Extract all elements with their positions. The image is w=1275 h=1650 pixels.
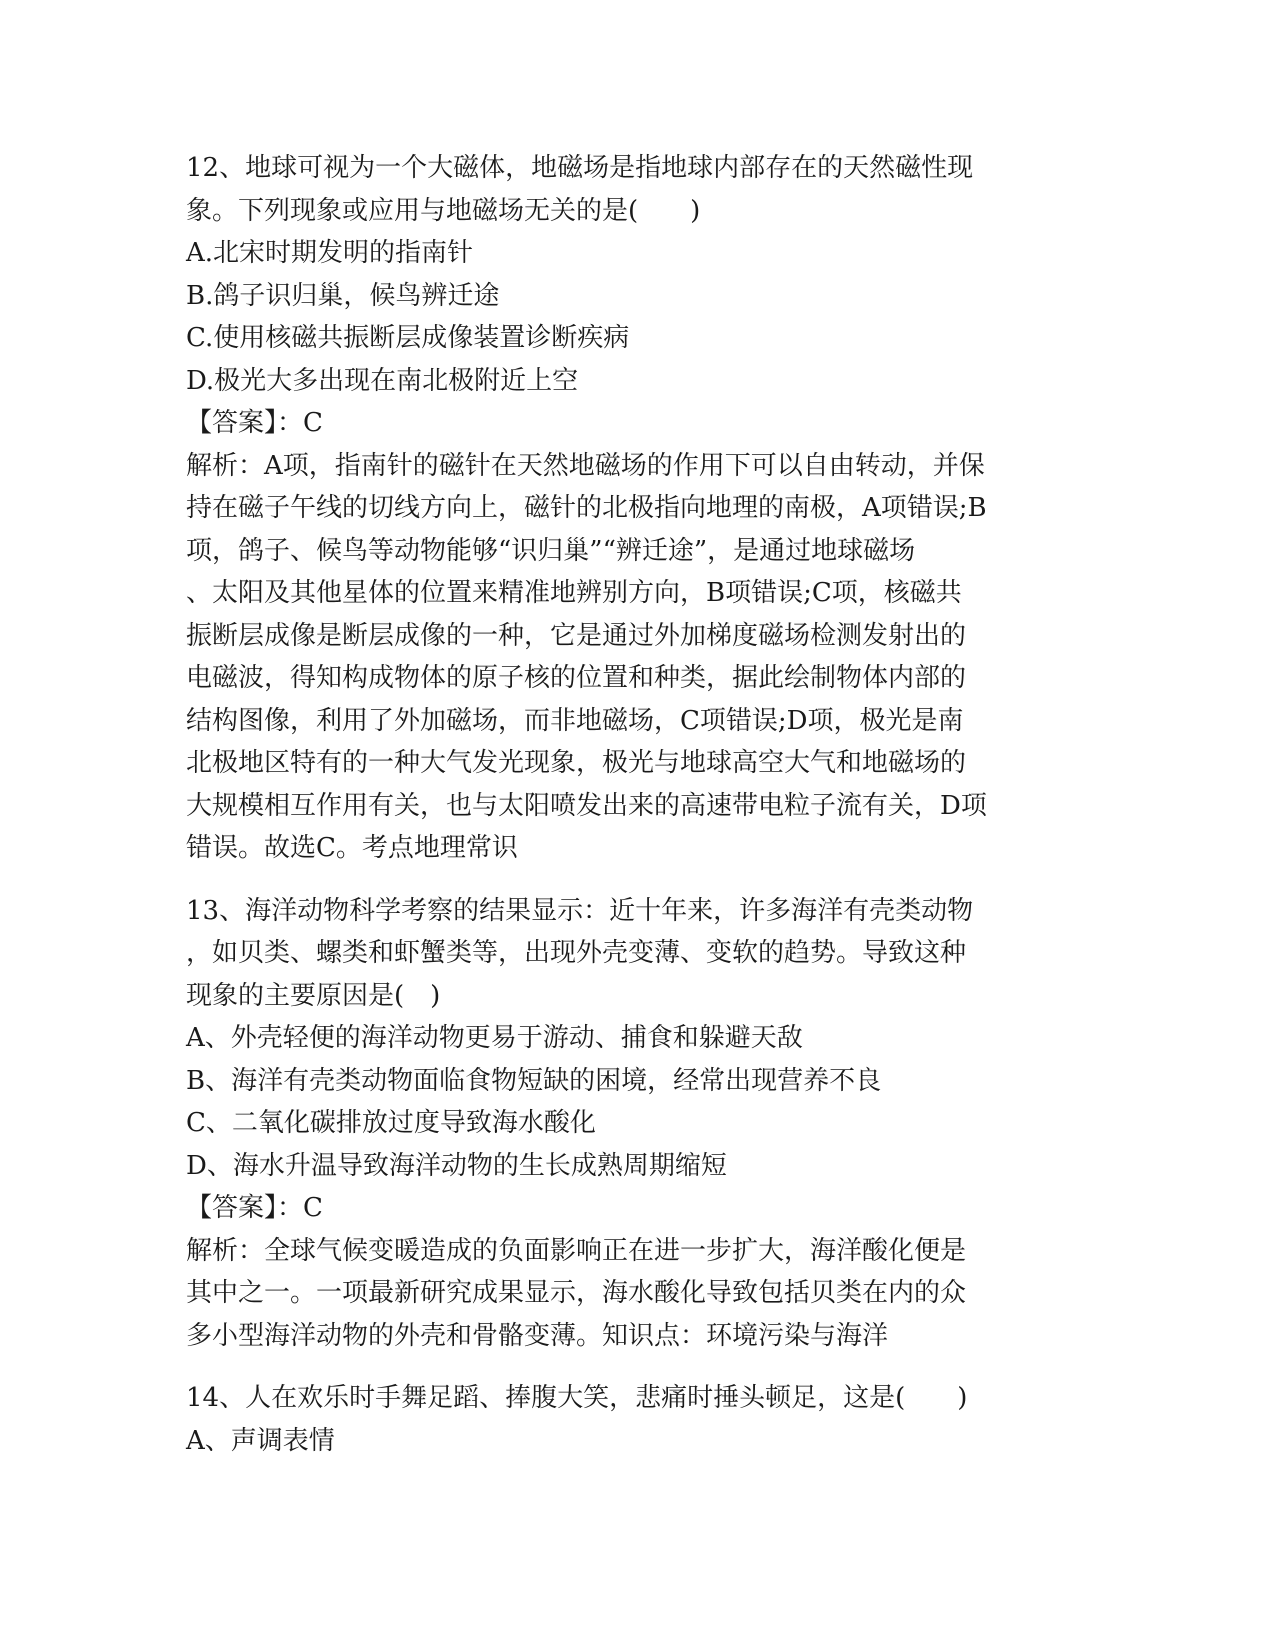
question-stem (186, 147, 1066, 232)
option-list (186, 1420, 1066, 1463)
explanation-line: 、太阳及其他星体的位置来精准地辨别方向，B项错误;C项，核磁共 (186, 578, 962, 608)
explanation-line: 多小型海洋动物的外壳和骨骼变薄。知识点：环境污染与海洋 (186, 1320, 889, 1351)
stem-line: 13、海洋动物科学考察的结果显示：近十年来，许多海洋有壳类动物 (186, 895, 974, 926)
question-13 (186, 890, 1066, 1358)
option-d: D、海水升温导致海洋动物的生长成熟周期缩短 (186, 1150, 727, 1181)
answer-label: 【答案】： (186, 1193, 304, 1223)
explanation-line: 错误。故选C。考点地理常识 (186, 833, 518, 863)
document-page (186, 147, 1066, 1462)
explanation (186, 1230, 1066, 1358)
explanation-line: 电磁波，得知构成物体的原子核的位置和种类，据此绘制物体内部的 (186, 663, 967, 693)
stem-line: 14、人在欢乐时手舞足蹈、捧腹大笑，悲痛时捶头顿足，这是( ) (186, 1383, 968, 1413)
option-a: A.北宋时期发明的指南针 (186, 238, 474, 268)
explanation-line: 振断层成像是断层成像的一种，它是通过外加梯度磁场检测发射出的 (186, 620, 967, 651)
question-14 (186, 1377, 1066, 1462)
explanation-line: 解析：全球气候变暖造成的负面影响正在进一步扩大，海洋酸化便是 (186, 1235, 967, 1266)
stem-line: ，如贝类、螺类和虾蟹类等，出现外壳变薄、变软的趋势。导致这种 (186, 938, 967, 968)
option-a: A、声调表情 (186, 1425, 335, 1456)
option-c: C.使用核磁共振断层成像装置诊断疾病 (186, 323, 630, 353)
answer-label: 【答案】： (186, 408, 304, 438)
explanation-line: 解析：A项，指南针的磁针在天然地磁场的作用下可以自由转动，并保 (186, 450, 985, 481)
option-list (186, 232, 1066, 402)
stem-line: 象。下列现象或应用与地磁场无关的是( ) (186, 195, 701, 226)
option-d: D.极光大多出现在南北极附近上空 (186, 365, 579, 396)
explanation-line: 北极地区特有的一种大气发光现象，极光与地球高空大气和地磁场的 (186, 748, 967, 778)
option-list (186, 1017, 1066, 1187)
stem-line: 12、地球可视为一个大磁体，地磁场是指地球内部存在的天然磁性现 (186, 153, 974, 183)
explanation-line: 结构图像，利用了外加磁场，而非地磁场，C项错误;D项，极光是南 (186, 705, 964, 736)
explanation-line: 持在磁子午线的切线方向上，磁针的北极指向地理的南极，A项错误;B (186, 493, 987, 523)
answer-value: C (303, 408, 323, 438)
explanation-line: 大规模相互作用有关，也与太阳喷发出来的高速带电粒子流有关，D项 (186, 790, 987, 821)
stem-line: 现象的主要原因是( ) (186, 980, 441, 1011)
explanation-line: 项，鸽子、候鸟等动物能够“识归巢”“辨迁途”，是通过地球磁场 (186, 535, 916, 566)
question-12 (186, 147, 1066, 870)
answer-row (186, 402, 1066, 445)
option-a: A、外壳轻便的海洋动物更易于游动、捕食和躲避天敌 (186, 1023, 803, 1053)
answer-value: C (303, 1193, 323, 1223)
explanation-line: 其中之一。一项最新研究成果显示，海水酸化导致包括贝类在内的众 (186, 1278, 967, 1308)
option-c: C、二氧化碳排放过度导致海水酸化 (186, 1108, 596, 1138)
option-b: B、海洋有壳类动物面临食物短缺的困境，经常出现营养不良 (186, 1065, 882, 1096)
question-stem (186, 1377, 1066, 1420)
explanation (186, 445, 1066, 870)
option-b: B.鸽子识归巢，候鸟辨迁途 (186, 280, 500, 311)
answer-row (186, 1187, 1066, 1230)
question-stem (186, 890, 1066, 1018)
